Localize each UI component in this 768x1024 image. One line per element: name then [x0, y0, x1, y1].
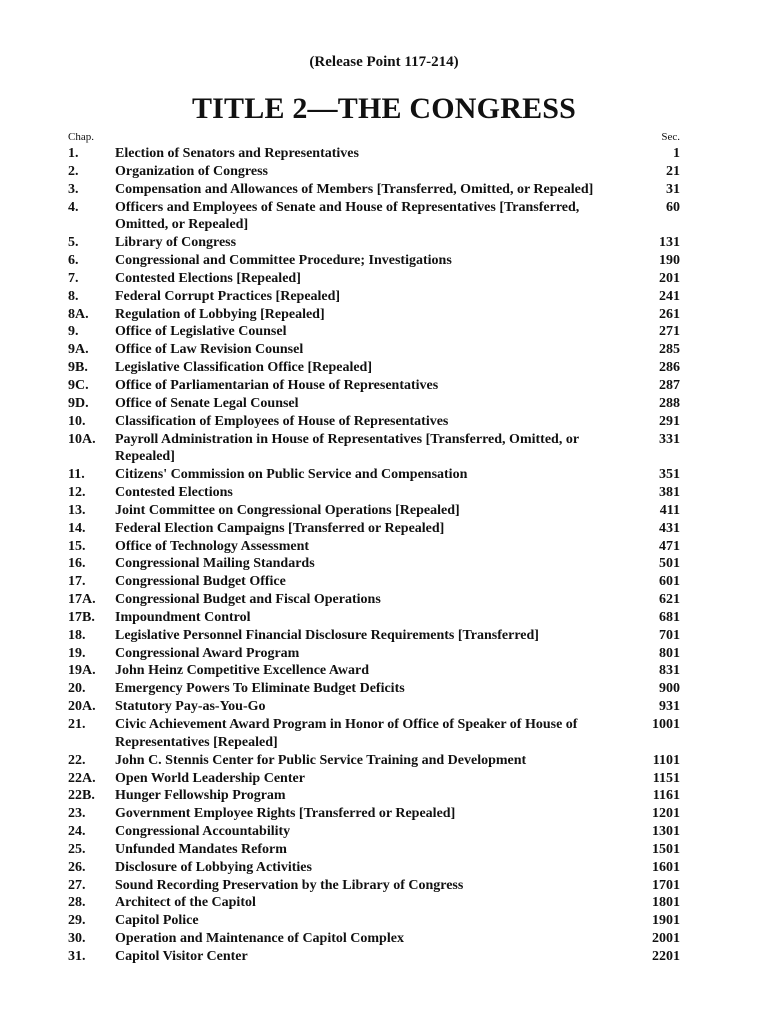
- section-number: 1201: [652, 806, 680, 822]
- table-of-contents: [68, 145, 680, 966]
- toc-row: [68, 538, 680, 556]
- chapter-name: Contested Elections [Repealed]: [115, 270, 301, 286]
- section-number: 201: [659, 270, 680, 286]
- section-number: 601: [659, 574, 680, 590]
- toc-row: [68, 270, 680, 288]
- toc-row: [68, 877, 680, 895]
- section-number: 1801: [652, 895, 680, 911]
- section-number: 271: [659, 324, 680, 340]
- toc-row: [68, 591, 680, 609]
- chapter-number: 10.: [68, 413, 86, 429]
- toc-row: [68, 787, 680, 805]
- chapter-name: Officers and Employees of Senate and House of Representatives [Transferred, Omitted, or Repealed]: [115, 199, 580, 233]
- section-number: 431: [659, 520, 680, 536]
- toc-row: [68, 645, 680, 663]
- section-number: 287: [659, 377, 680, 393]
- section-number: 931: [659, 699, 680, 715]
- toc-row: [68, 716, 680, 752]
- section-number: 31: [666, 181, 680, 197]
- toc-row: [68, 413, 680, 431]
- toc-row: [68, 841, 680, 859]
- section-number: 190: [659, 253, 680, 269]
- chapter-name: Sound Recording Preservation by the Library of Congress: [115, 877, 464, 893]
- toc-row: [68, 752, 680, 770]
- chapter-name: Operation and Maintenance of Capitol Complex: [115, 931, 404, 947]
- chapter-name: John C. Stennis Center for Public Service Training and Development: [115, 752, 527, 768]
- section-number: 288: [659, 395, 680, 411]
- sec-column-header: Sec.: [661, 131, 680, 143]
- toc-row: [68, 288, 680, 306]
- section-number: 621: [659, 592, 680, 608]
- chapter-name: John Heinz Competitive Excellence Award: [115, 663, 370, 679]
- chapter-name: Congressional Mailing Standards: [115, 556, 315, 572]
- chap-column-header: Chap.: [68, 131, 94, 143]
- chapter-number: 6.: [68, 253, 79, 269]
- chapter-number: 23.: [68, 806, 86, 822]
- section-number: 1501: [652, 841, 680, 857]
- section-number: 261: [659, 306, 680, 322]
- chapter-number: 4.: [68, 199, 79, 215]
- chapter-name: Unfunded Mandates Reform: [115, 841, 287, 857]
- chapter-number: 2.: [68, 163, 79, 179]
- section-number: 1901: [652, 913, 680, 929]
- toc-row: [68, 145, 680, 163]
- chapter-name: Citizens' Commission on Public Service and Compensation: [115, 467, 468, 483]
- chapter-name: Election of Senators and Representatives: [115, 146, 359, 161]
- chapter-name: Congressional Budget and Fiscal Operations: [115, 592, 381, 608]
- section-number: 2001: [652, 931, 680, 947]
- chapter-name: Congressional Award Program: [115, 645, 300, 661]
- chapter-name: Payroll Administration in House of Representatives [Transferred, Omitted, or Repealed]: [115, 431, 579, 465]
- chapter-number: 9B.: [68, 360, 88, 376]
- chapter-number: 21.: [68, 717, 86, 732]
- chapter-number: 18.: [68, 627, 86, 643]
- chapter-name: Office of Parliamentarian of House of Representatives: [115, 377, 439, 393]
- chapter-name: Legislative Personnel Financial Disclosure Requirements [Transferred]: [115, 627, 539, 643]
- chapter-name: Office of Senate Legal Counsel: [115, 395, 299, 411]
- section-number: 831: [659, 663, 680, 679]
- chapter-name: Congressional Accountability: [115, 824, 291, 840]
- section-number: 331: [659, 431, 680, 447]
- chapter-number: 17B.: [68, 609, 95, 625]
- chapter-number: 11.: [68, 467, 85, 483]
- section-number: 1101: [652, 752, 680, 768]
- chapter-number: 9D.: [68, 395, 89, 411]
- section-number: 411: [659, 502, 680, 518]
- chapter-number: 15.: [68, 538, 86, 554]
- toc-row: [68, 805, 680, 823]
- chapter-number: 29.: [68, 913, 86, 929]
- toc-row: [68, 163, 680, 181]
- chapter-name: Legislative Classification Office [Repealed]: [115, 360, 373, 376]
- chapter-number: 22A.: [68, 770, 96, 786]
- chapter-name: Federal Corrupt Practices [Repealed]: [115, 288, 341, 304]
- chapter-number: 26.: [68, 859, 86, 875]
- section-number: 501: [659, 556, 680, 572]
- section-number: 681: [659, 609, 680, 625]
- chapter-name: Classification of Employees of House of Representatives: [115, 413, 449, 429]
- section-number: 701: [659, 627, 680, 643]
- section-number: 286: [659, 360, 680, 376]
- chapter-number: 10A.: [68, 431, 96, 447]
- chapter-name: Architect of the Capitol: [115, 895, 256, 911]
- chapter-name: Library of Congress: [115, 235, 237, 251]
- chapter-number: 12.: [68, 485, 86, 501]
- toc-row: [68, 894, 680, 912]
- toc-row: [68, 930, 680, 948]
- chapter-number: 9.: [68, 324, 79, 340]
- toc-row: [68, 234, 680, 252]
- chapter-name: Hunger Fellowship Program: [115, 788, 286, 804]
- chapter-name: Capitol Police: [115, 913, 199, 929]
- section-number: 1001: [652, 717, 680, 732]
- section-number: 131: [659, 235, 680, 251]
- chapter-name: Office of Law Revision Counsel: [115, 342, 304, 358]
- chapter-name: Emergency Powers To Eliminate Budget Deficits: [115, 681, 405, 697]
- release-point: (Release Point 117-214): [309, 54, 459, 70]
- chapter-number: 20.: [68, 681, 86, 697]
- toc-row: [68, 698, 680, 716]
- chapter-name: Disclosure of Lobbying Activities: [115, 859, 312, 875]
- chapter-name: Contested Elections: [115, 485, 233, 501]
- section-number: 1: [673, 146, 680, 161]
- chapter-name: Impoundment Control: [115, 609, 251, 625]
- toc-row: [68, 199, 680, 235]
- chapter-number: 8.: [68, 288, 79, 304]
- chapter-name: Office of Technology Assessment: [115, 538, 310, 554]
- chapter-number: 19.: [68, 645, 86, 661]
- section-number: 241: [659, 288, 680, 304]
- section-number: 285: [659, 342, 680, 358]
- page-title: TITLE 2—THE CONGRESS: [191, 92, 577, 125]
- toc-row: [68, 555, 680, 573]
- toc-row: [68, 484, 680, 502]
- toc-row: [68, 395, 680, 413]
- chapter-name: Congressional Budget Office: [115, 574, 286, 590]
- chapter-name: Open World Leadership Center: [115, 770, 305, 786]
- chapter-number: 22.: [68, 752, 86, 768]
- chapter-name: Statutory Pay-as-You-Go: [115, 699, 266, 715]
- chapter-number: 5.: [68, 235, 79, 251]
- toc-row: [68, 252, 680, 270]
- toc-row: [68, 859, 680, 877]
- toc-row: [68, 359, 680, 377]
- chapter-number: 31.: [68, 948, 86, 964]
- chapter-number: 7.: [68, 270, 79, 286]
- section-number: 1601: [652, 859, 680, 875]
- chapter-number: 20A.: [68, 699, 96, 715]
- section-number: 291: [659, 413, 680, 429]
- chapter-number: 9C.: [68, 377, 89, 393]
- toc-row: [68, 770, 680, 788]
- toc-row: [68, 323, 680, 341]
- chapter-number: 22B.: [68, 788, 95, 804]
- toc-row: [68, 181, 680, 199]
- chapter-number: 28.: [68, 895, 86, 911]
- section-number: 2201: [652, 948, 680, 964]
- chapter-number: 8A.: [68, 306, 89, 322]
- chapter-name: Organization of Congress: [115, 163, 268, 179]
- chapter-name: Joint Committee on Congressional Operations [Repealed]: [115, 502, 460, 518]
- toc-row: [68, 948, 680, 966]
- chapter-number: 27.: [68, 877, 86, 893]
- chapter-name: Government Employee Rights [Transferred or Repealed]: [115, 806, 456, 822]
- section-number: 1161: [652, 788, 680, 804]
- toc-row: [68, 520, 680, 538]
- section-number: 471: [659, 538, 680, 554]
- chapter-number: 13.: [68, 502, 86, 518]
- chapter-name: Capitol Visitor Center: [115, 948, 248, 964]
- toc-row: [68, 609, 680, 627]
- section-number: 60: [666, 199, 680, 215]
- chapter-number: 9A.: [68, 342, 89, 358]
- section-number: 381: [659, 485, 680, 501]
- chapter-number: 14.: [68, 520, 86, 536]
- section-number: 1701: [652, 877, 680, 893]
- toc-row: [68, 627, 680, 645]
- toc-row: [68, 377, 680, 395]
- toc-row: [68, 662, 680, 680]
- section-number: 801: [659, 645, 680, 661]
- chapter-number: 19A.: [68, 663, 96, 679]
- section-number: 351: [659, 467, 680, 483]
- chapter-name: Federal Election Campaigns [Transferred or Repealed]: [115, 520, 445, 536]
- chapter-name: Regulation of Lobbying [Repealed]: [115, 306, 325, 322]
- chapter-name: Compensation and Allowances of Members [Transferred, Omitted, or Repealed]: [115, 181, 594, 197]
- chapter-name: Civic Achievement Award Program in Honor of Office of Speaker of House of Representatives [Repealed]: [115, 717, 578, 750]
- section-number: 900: [659, 681, 680, 697]
- chapter-number: 24.: [68, 824, 86, 840]
- toc-row: [68, 823, 680, 841]
- toc-row: [68, 573, 680, 591]
- toc-row: [68, 306, 680, 324]
- toc-row: [68, 341, 680, 359]
- chapter-number: 16.: [68, 556, 86, 572]
- toc-row: [68, 466, 680, 484]
- section-number: 1151: [652, 770, 680, 786]
- toc-row: [68, 912, 680, 930]
- toc-row: [68, 680, 680, 698]
- chapter-name: Office of Legislative Counsel: [115, 324, 287, 340]
- chapter-number: 30.: [68, 931, 86, 947]
- chapter-number: 17A.: [68, 592, 96, 608]
- chapter-number: 25.: [68, 841, 86, 857]
- chapter-number: 1.: [68, 146, 79, 161]
- toc-row: [68, 431, 680, 467]
- toc-row: [68, 502, 680, 520]
- section-number: 1301: [652, 824, 680, 840]
- section-number: 21: [666, 163, 680, 179]
- chapter-number: 3.: [68, 181, 79, 197]
- chapter-name: Congressional and Committee Procedure; Investigations: [115, 253, 452, 269]
- chapter-number: 17.: [68, 574, 86, 590]
